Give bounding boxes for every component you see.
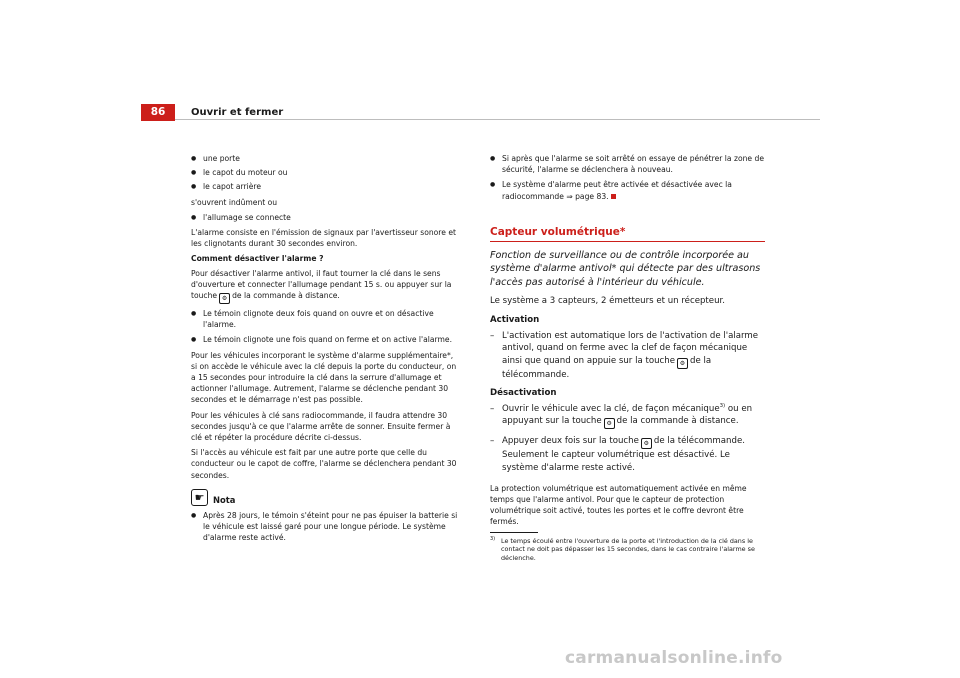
sensors-text: Le système a 3 capteurs, 2 émetteurs et un récepteur. xyxy=(490,296,726,307)
page-number: 86 xyxy=(150,106,166,118)
activation-heading: Activation xyxy=(490,314,540,325)
bullet-ignition: ● l'allumage se connecte xyxy=(191,212,461,223)
footnote-divider xyxy=(490,532,538,533)
footnote-ref: 3) xyxy=(719,403,726,410)
unlock-key-icon: ⚙ xyxy=(604,418,615,429)
text-open: s'ouvrent indûment ou xyxy=(191,197,278,207)
section-intro: Fonction de surveillance ou de contrôle incorporée au système d'alarme antivol* qui détecte par des ultrasons l'accès pas autorisé à l'intérieur du véhicule. xyxy=(490,249,761,288)
end-of-section-mark xyxy=(611,194,616,199)
left-column xyxy=(191,153,461,543)
footnote: 3) Le temps écoulé entre l'ouverture de la porte et l'introduction de la clé dans le contact ne doit pas dépasser les 15 secondes, dans le cas contraire l'alarme se déclenche. xyxy=(490,535,755,562)
right-column xyxy=(490,153,765,562)
nota-heading xyxy=(191,489,461,506)
bullet-reactivate: ● Si après que l'alarme se soit arrêté on essaye de pénétrer la zone de sécurité, l'alarme se déclenchera à nouveau. xyxy=(490,153,765,175)
nota-bullet: ● Après 28 jours, le témoin s'éteint pour ne pas épuiser la batterie si le véhicule est laissé garé pour une longue période. Le système d'alarme reste activé. xyxy=(191,510,461,544)
paragraph-vehicles-alarm: Pour les véhicules incorporant le système d'alarme supplémentaire*, si on accède le véhicule avec la clé depuis la porte du conducteur, on a 15 secondes pour introduire la clé dans la serrure d'allumage et actionner l'allumage. Autrement, l'alarme se déclenche pendant 30 secondes et le démarrage n'est pas possible. xyxy=(191,350,457,405)
watermark-text: carmanualsonline.info xyxy=(565,648,783,668)
bullet-blink-twice: ● Le témoin clignote deux fois quand on ouvre et on désactive l'alarme. xyxy=(191,308,461,330)
paragraph-alarm: L'alarme consiste en l'émission de signaux par l'avertisseur sonore et les clignotants durant 30 secondes environ. xyxy=(191,228,456,249)
lock-key-icon-2: ⚙ xyxy=(641,438,652,449)
section-title: Capteur volumétrique* xyxy=(490,225,626,238)
paragraph-vehicles-no-remote: Pour les véhicules à clé sans radiocommande, il faudra attendre 30 secondes jusqu'à ce que l'alarme arrête de sonner. Ensuite fermer à clé et répéter la procédure décrite ci-dessus. xyxy=(191,410,451,443)
deactivation-step-2: – Appuyer deux fois sur la touche ⚙ de la télécommande. Seulement le capteur volumétrique est désactivé. Le système d'alarme reste activé. xyxy=(490,435,765,474)
paragraph-disable: Pour désactiver l'alarme antivol, il faut tourner la clé dans le sens d'ouverture et connecter l'allumage pendant 15 s. ou appuyer sur la touche ⚙ de la commande à distance. xyxy=(191,268,452,303)
bullet-rear-lid: ● le capot arrière xyxy=(191,181,461,192)
section-divider xyxy=(490,241,765,242)
activation-step: – L'activation est automatique lors de l'activation de l'alarme antivol, quand on ferme avec la clef de façon mécanique ainsi que quand on appuie sur la touche ⚙ de la télécommande. xyxy=(490,330,765,382)
deactivation-step-1: – Ouvrir le véhicule avec la clé, de façon mécanique$^{3)}$ ou en appuyant sur la touche ⚙ de la commande à distance. xyxy=(490,403,765,430)
bullet-remote: ● Le système d'alarme peut être activée et désactivée avec la radiocommande ⇒ page 83. xyxy=(490,179,765,201)
paragraph-access: Si l'accès au véhicule est fait par une autre porte que celle du conducteur ou le capot de coffre, l'alarme se déclenchera pendant 30 secondes. xyxy=(191,448,457,480)
bullet-hood: ● le capot du moteur ou xyxy=(191,167,461,178)
note-hand-icon: ☛ xyxy=(191,489,208,506)
nota-label: Nota xyxy=(213,494,236,505)
remote-key-icon: ⚙ xyxy=(219,293,230,304)
lock-key-icon: ⚙ xyxy=(677,358,688,369)
bullet-door: ● une porte xyxy=(191,153,461,164)
header-divider xyxy=(175,119,820,120)
page-title: Ouvrir et fermer xyxy=(191,107,284,118)
note-volumetric: La protection volumétrique est automatiquement activée en même temps que l'alarme antivol. Pour que le capteur de protection volumétrique soit activé, toutes les portes et le coffre devront être fermés. xyxy=(490,483,747,526)
deactivation-heading: Désactivation xyxy=(490,388,557,399)
subheading-disable: Comment désactiver l'alarme ? xyxy=(191,254,324,264)
bullet-blink-once: ● Le témoin clignote une fois quand on ferme et on active l'alarme. xyxy=(191,334,461,345)
